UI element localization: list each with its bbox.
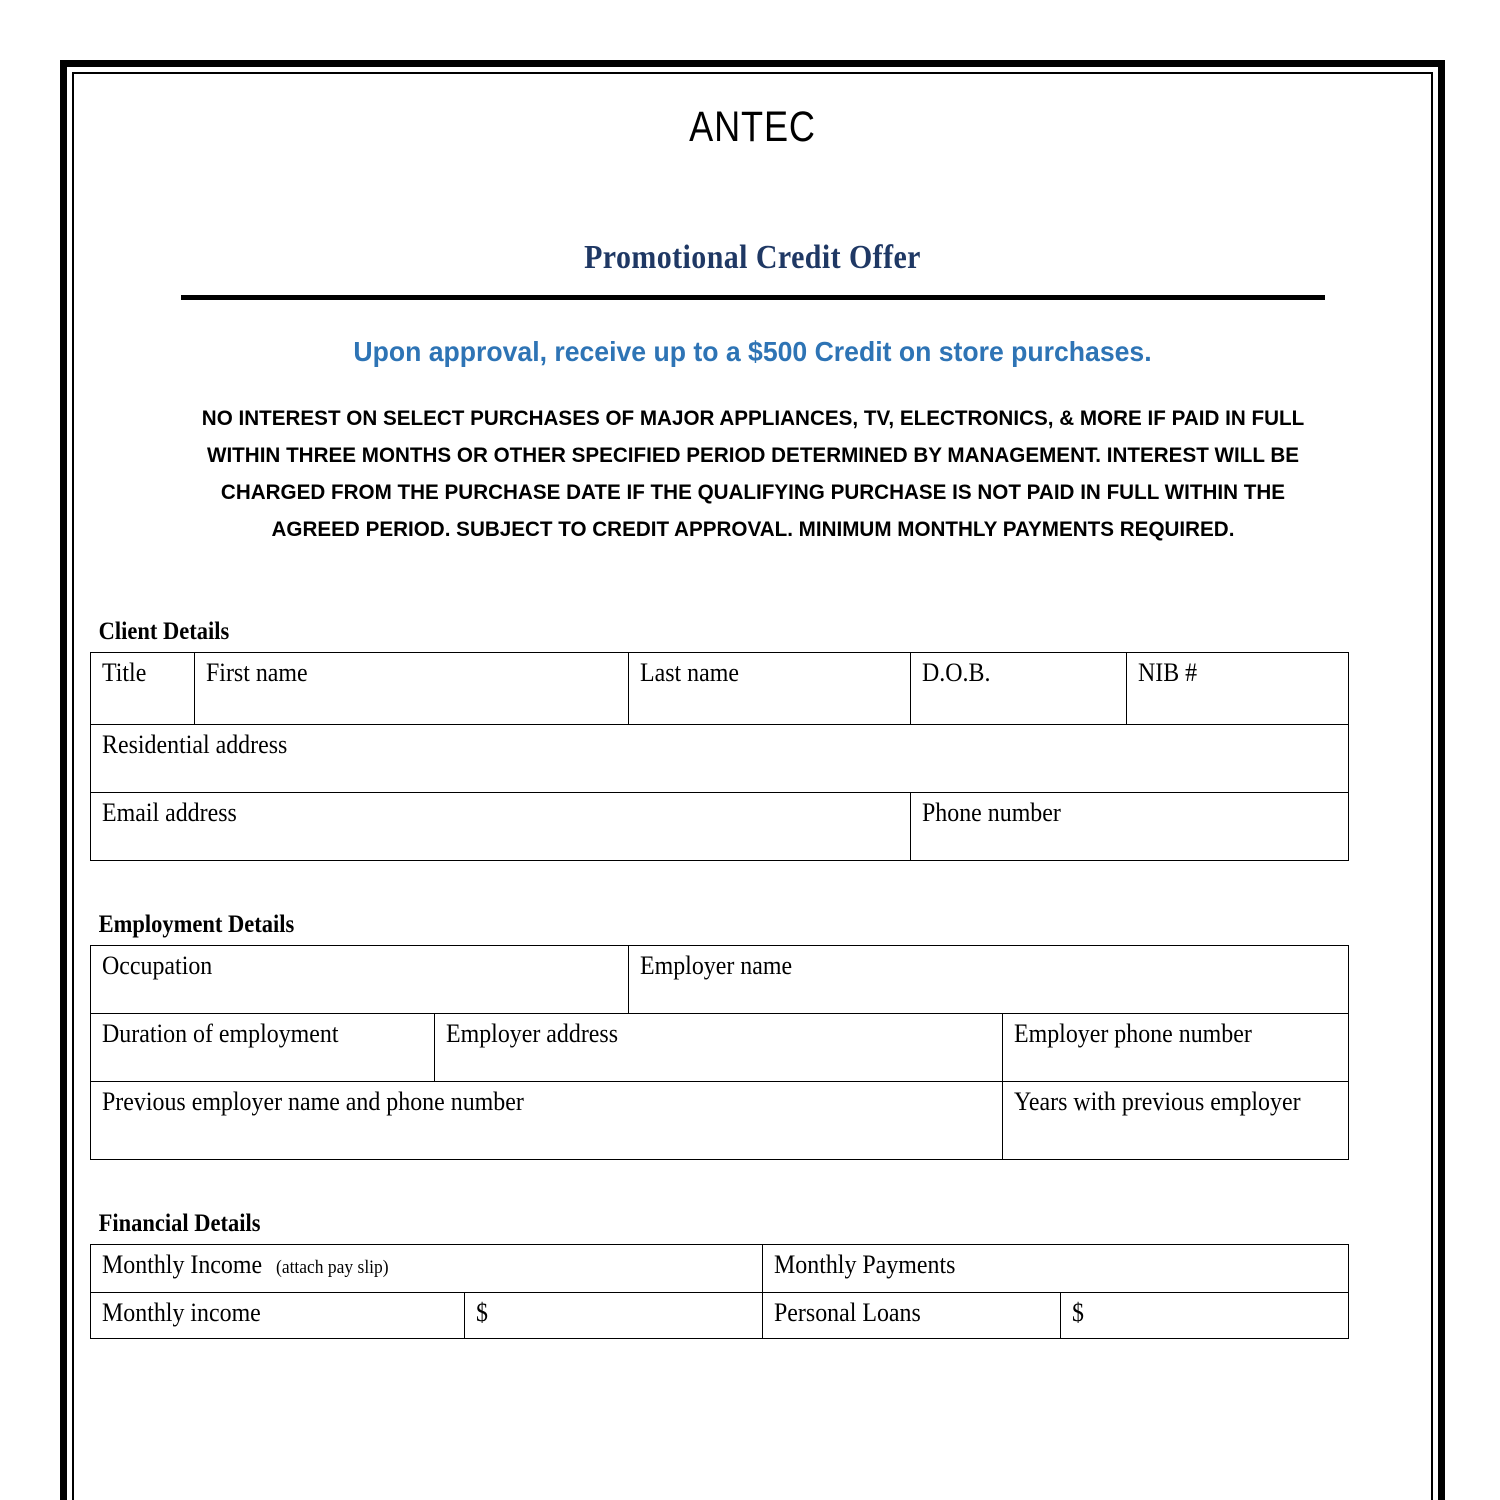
field-label-monthly-income: Monthly Income	[102, 1250, 263, 1280]
field-label-first-name: First name	[206, 658, 308, 688]
spacer-after-disclaimer	[86, 548, 1419, 618]
field-label-previous-employer: Previous employer name and phone number	[102, 1087, 524, 1117]
field-label-employer-name: Employer name	[640, 951, 793, 981]
table-row	[91, 1245, 1349, 1293]
cell-email-address[interactable]	[91, 793, 911, 861]
table-row	[91, 1293, 1349, 1339]
document-content	[86, 86, 1419, 1500]
field-label-last-name: Last name	[640, 658, 739, 688]
cell-monthly-income-amount[interactable]	[465, 1293, 763, 1339]
field-label-employer-phone-number: Employer phone number	[1014, 1019, 1252, 1049]
cell-employer-name[interactable]	[629, 946, 1349, 1014]
cell-employer-address[interactable]	[435, 1014, 1003, 1082]
title-divider	[181, 295, 1325, 300]
field-label-years-with-previous-employer: Years with previous employer	[1014, 1087, 1301, 1117]
currency-symbol-loans: $	[1072, 1298, 1084, 1328]
client-details-heading: Client Details	[98, 618, 230, 646]
financial-details-table	[90, 1244, 1349, 1339]
cell-personal-loans-label[interactable]	[763, 1293, 1061, 1339]
employment-details-table	[90, 945, 1349, 1160]
field-label-phone-number: Phone number	[922, 798, 1061, 828]
cell-duration-of-employment[interactable]	[91, 1014, 435, 1082]
field-note-attach-pay-slip: (attach pay slip)	[276, 1257, 389, 1279]
employment-details-heading: Employment Details	[98, 911, 295, 939]
cell-monthly-income-row-label[interactable]	[91, 1293, 465, 1339]
table-row	[91, 725, 1349, 793]
promo-headline: Upon approval, receive up to a $500 Credit on store purchases.	[353, 336, 1152, 368]
field-label-email-address: Email address	[102, 798, 237, 828]
cell-years-with-previous-employer[interactable]	[1003, 1082, 1349, 1160]
field-label-personal-loans: Personal Loans	[774, 1298, 921, 1328]
cell-phone-number[interactable]	[911, 793, 1349, 861]
table-row	[91, 653, 1349, 725]
offer-title: Promotional Credit Offer	[584, 239, 921, 277]
field-label-employer-address: Employer address	[446, 1019, 619, 1049]
section-client-details	[86, 618, 1419, 861]
section-financial-details	[86, 1210, 1419, 1339]
field-label-residential-address: Residential address	[102, 730, 288, 760]
field-label-duration-of-employment: Duration of employment	[102, 1019, 339, 1049]
cell-monthly-payments-header	[763, 1245, 1349, 1293]
table-row	[91, 793, 1349, 861]
table-row	[91, 1082, 1349, 1160]
cell-dob[interactable]	[911, 653, 1127, 725]
disclaimer-text: NO INTEREST ON SELECT PURCHASES OF MAJOR APPLIANCES, TV, ELECTRONICS, & MORE IF PAID IN FULL WITHIN THREE MONTHS OR OTHER SPECIFIED PERIOD DETERMINED BY MANAGEMENT. INTEREST WILL BE CHARGED FROM THE PURCHASE DATE IF THE QUALIFYING PURCHASE IS NOT PAID IN FULL WITHIN THE AGREED PERIOD. SUBJECT TO CREDIT APPROVAL. MINIMUM MONTHLY PAYMENTS REQUIRED.	[201, 406, 1304, 542]
cell-monthly-income-header	[91, 1245, 763, 1293]
table-row	[91, 946, 1349, 1014]
cell-last-name[interactable]	[629, 653, 911, 725]
section-employment-details	[86, 911, 1419, 1160]
table-row	[91, 1014, 1349, 1082]
cell-first-name[interactable]	[195, 653, 629, 725]
field-label-nib: NIB #	[1138, 658, 1198, 688]
cell-title[interactable]	[91, 653, 195, 725]
cell-residential-address[interactable]	[91, 725, 1349, 793]
company-title: ANTEC	[689, 103, 816, 151]
cell-previous-employer[interactable]	[91, 1082, 1003, 1160]
spacer-after-employment	[86, 1160, 1419, 1210]
spacer-after-client	[86, 861, 1419, 911]
field-label-occupation: Occupation	[102, 951, 213, 981]
field-label-dob: D.O.B.	[922, 658, 991, 688]
financial-details-heading: Financial Details	[98, 1210, 261, 1238]
field-label-monthly-income-row: Monthly income	[102, 1298, 261, 1328]
cell-personal-loans-amount[interactable]	[1061, 1293, 1349, 1339]
client-details-table	[90, 652, 1349, 861]
field-label-monthly-payments: Monthly Payments	[774, 1250, 956, 1280]
currency-symbol-income: $	[476, 1298, 488, 1328]
cell-occupation[interactable]	[91, 946, 629, 1014]
cell-nib[interactable]	[1127, 653, 1349, 725]
field-label-title: Title	[102, 658, 147, 688]
cell-employer-phone-number[interactable]	[1003, 1014, 1349, 1082]
